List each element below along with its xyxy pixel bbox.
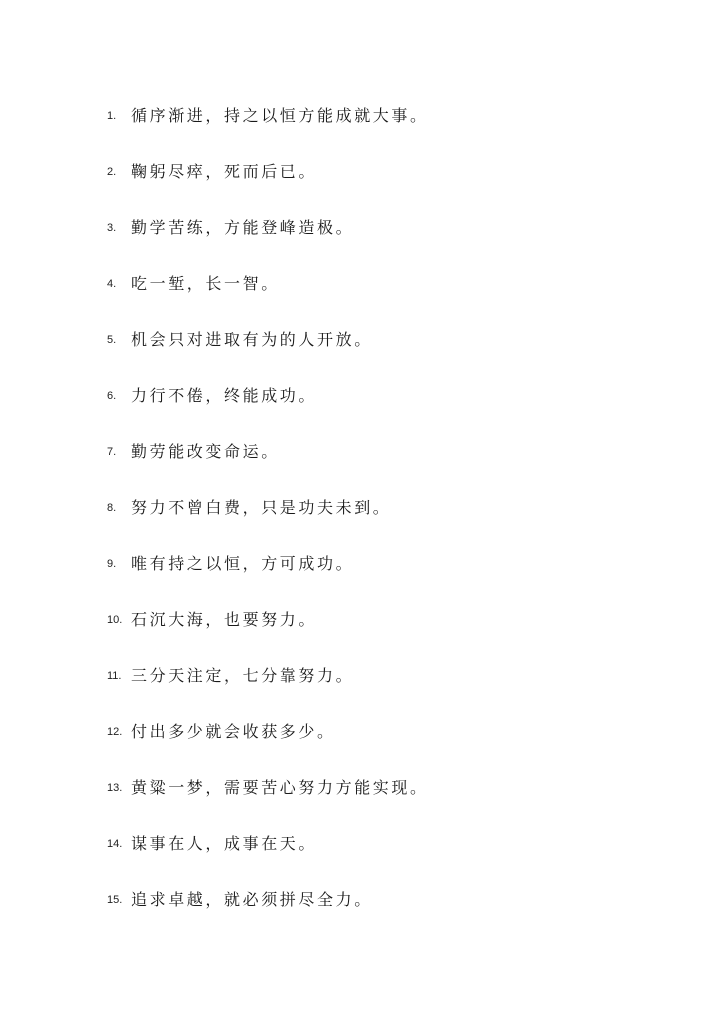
list-item	[107, 646, 429, 702]
list-item	[107, 870, 429, 926]
item-number: 14.	[107, 838, 123, 850]
item-number: 3.	[107, 222, 117, 234]
item-text: 勤学苦练，方能登峰造极。	[131, 217, 355, 237]
item-text: 力行不倦，终能成功。	[131, 385, 318, 405]
item-text: 石沉大海，也要努力。	[131, 609, 318, 629]
list-item	[107, 590, 429, 646]
list-item	[107, 366, 429, 422]
item-text: 勤劳能改变命运。	[131, 441, 280, 461]
item-text: 追求卓越，就必须拼尽全力。	[131, 889, 373, 909]
item-number: 11.	[107, 670, 122, 682]
item-number: 1.	[107, 110, 117, 122]
item-number: 9.	[107, 558, 117, 570]
item-number: 8.	[107, 502, 117, 514]
quote-list	[107, 86, 429, 926]
item-number: 13.	[107, 782, 123, 794]
item-number: 10.	[107, 614, 123, 626]
item-number: 5.	[107, 334, 117, 346]
item-text: 机会只对进取有为的人开放。	[131, 329, 373, 349]
list-item	[107, 534, 429, 590]
item-text: 努力不曾白费，只是功夫未到。	[131, 497, 392, 517]
item-number: 4.	[107, 278, 117, 290]
item-text: 鞠躬尽瘁，死而后已。	[131, 161, 318, 181]
list-item	[107, 254, 429, 310]
item-text: 付出多少就会收获多少。	[131, 721, 336, 741]
item-number: 7.	[107, 446, 117, 458]
item-number: 15.	[107, 894, 123, 906]
list-item	[107, 478, 429, 534]
item-number: 6.	[107, 390, 117, 402]
item-number: 2.	[107, 166, 117, 178]
list-item	[107, 814, 429, 870]
item-text: 循序渐进，持之以恒方能成就大事。	[131, 105, 429, 125]
list-item	[107, 422, 429, 478]
item-text: 谋事在人，成事在天。	[131, 833, 318, 853]
item-number: 12.	[107, 726, 123, 738]
item-text: 三分天注定，七分靠努力。	[131, 665, 355, 685]
list-item	[107, 86, 429, 142]
item-text: 吃一堑，长一智。	[131, 273, 280, 293]
list-item	[107, 198, 429, 254]
list-item	[107, 142, 429, 198]
list-item	[107, 702, 429, 758]
item-text: 唯有持之以恒，方可成功。	[131, 553, 355, 573]
list-item	[107, 310, 429, 366]
list-item	[107, 758, 429, 814]
item-text: 黄粱一梦，需要苦心努力方能实现。	[131, 777, 429, 797]
